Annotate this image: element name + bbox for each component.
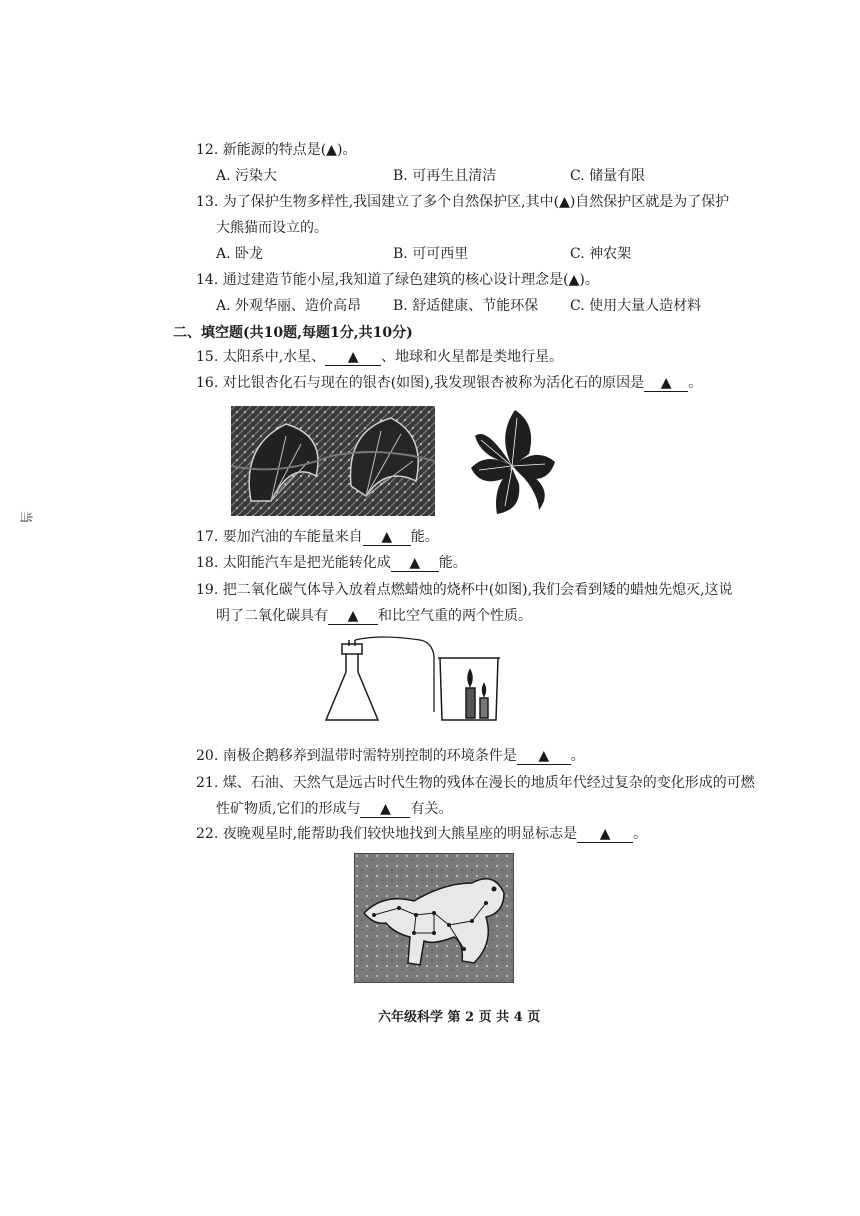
q22-blank: ▲: [577, 826, 633, 843]
section-2-title: 二、填空题(共10题,每题1分,共10分): [173, 325, 413, 341]
q12-option-b: B. 可再生且清洁: [393, 168, 497, 184]
q15-after: 、地球和火星都是类地行星。: [381, 349, 564, 365]
page-footer: 六年级科学 第 2 页 共 4 页: [378, 1010, 541, 1025]
q21-blank: ▲: [360, 801, 410, 818]
q21-after: 有关。: [410, 801, 453, 817]
q16-blank: ▲: [644, 375, 688, 392]
q21-before: 性矿物质,它们的形成与: [216, 801, 361, 817]
q19-blank: ▲: [328, 608, 378, 625]
q12-option-a: A. 污染大: [216, 168, 278, 184]
q15-blank: ▲: [325, 349, 381, 366]
ursa-major-constellation-image: [354, 853, 514, 983]
q21-line2: [216, 800, 452, 818]
q17-before: 17. 要加汽油的车能量来自: [196, 529, 363, 545]
q15: [196, 348, 563, 366]
q15-before: 15. 太阳系中,水星、: [196, 349, 326, 365]
q17: [196, 528, 439, 546]
q17-blank: ▲: [363, 529, 411, 546]
q20-before: 20. 南极企鹅移养到温带时需特别控制的环境条件是: [196, 748, 517, 764]
q17-after: 能。: [410, 529, 439, 545]
q13-option-b: B. 可可西里: [393, 246, 469, 262]
q13-line2: 大熊猫而设立的。: [216, 220, 328, 236]
q22-after: 。: [633, 826, 648, 842]
q16: [196, 374, 702, 392]
q12-option-c: C. 储量有限: [570, 168, 646, 184]
q14-option-a: A. 外观华丽、造价高昂: [216, 298, 362, 314]
q14-option-c: C. 使用大量人造材料: [570, 298, 702, 314]
q19-before: 明了二氧化碳具有: [216, 608, 328, 624]
q18-before: 18. 太阳能汽车是把光能转化成: [196, 555, 391, 571]
co2-candle-experiment-diagram: [320, 636, 510, 728]
q22-before: 22. 夜晚观星时,能帮助我们较快地找到大熊星座的明显标志是: [196, 826, 578, 842]
ginkgo-leaf-image: [467, 406, 557, 518]
q22: [196, 825, 647, 843]
ginkgo-fossil-image: [231, 406, 435, 516]
q21-line1: 21. 煤、石油、天然气是远古时代生物的残体在漫长的地质年代经过复杂的变化形成的可燃: [196, 775, 755, 791]
q18-after: 能。: [438, 555, 467, 571]
q12-stem: 12. 新能源的特点是(▲)。: [196, 142, 357, 158]
q20-blank: ▲: [517, 748, 571, 765]
q13-line1: 13. 为了保护生物多样性,我国建立了多个自然保护区,其中(▲)自然保护区就是为了保护: [196, 194, 730, 210]
q16-after: 。: [688, 375, 703, 391]
q19-line1: 19. 把二氧化碳气体导入放着点燃蜡烛的烧杯中(如图),我们会看到矮的蜡烛先熄灭,这说: [196, 582, 733, 598]
q14-option-b: B. 舒适健康、节能环保: [393, 298, 539, 314]
q20-after: 。: [570, 748, 585, 764]
binding-margin-mark: 当: [17, 510, 33, 524]
q14-stem: 14. 通过建造节能小屋,我知道了绿色建筑的核心设计理念是(▲)。: [196, 272, 599, 288]
q19-line2: [216, 607, 532, 625]
q18: [196, 554, 467, 572]
q13-option-c: C. 神农架: [570, 246, 632, 262]
q19-after: 和比空气重的两个性质。: [378, 608, 532, 624]
q13-option-a: A. 卧龙: [216, 246, 264, 262]
q16-before: 16. 对比银杏化石与现在的银杏(如图),我发现银杏被称为活化石的原因是: [196, 375, 645, 391]
q20: [196, 747, 585, 765]
q18-blank: ▲: [391, 555, 439, 572]
flask-icon: [326, 650, 378, 720]
